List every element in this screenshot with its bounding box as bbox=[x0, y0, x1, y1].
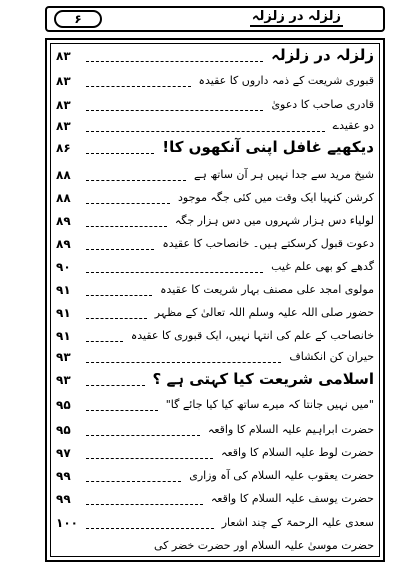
toc-entry-title: دو عقیدے bbox=[332, 119, 374, 132]
toc-leader-dots bbox=[86, 180, 186, 181]
toc-leader-dots bbox=[86, 131, 325, 132]
toc-entry bbox=[56, 280, 374, 300]
page-number: ۶ bbox=[54, 10, 102, 28]
toc-leader-dots bbox=[86, 110, 263, 111]
toc-leader-dots bbox=[86, 203, 170, 204]
toc-entry bbox=[56, 326, 374, 346]
toc-leader-dots bbox=[86, 226, 167, 227]
toc-entry bbox=[56, 513, 374, 533]
toc-entry-title: کرشن کنہیا ایک وقت میں کئی جگہ موجود bbox=[178, 191, 374, 204]
toc-entry-page: ۸۳ bbox=[56, 98, 71, 112]
toc-entry-title: حضرت لوط علیہ السلام کا واقعہ bbox=[221, 446, 374, 459]
toc-leader-dots bbox=[86, 528, 214, 529]
toc-entry bbox=[56, 347, 374, 367]
toc-entry bbox=[56, 116, 374, 136]
toc-leader-dots bbox=[86, 318, 147, 319]
toc-entry-title: حضور صلی اللہ علیہ وسلم اللہ تعالیٰ کے مظہر bbox=[154, 306, 374, 319]
toc-leader-dots bbox=[86, 385, 145, 386]
toc-entry-title: حضرت یوسف علیہ السلام کا واقعہ bbox=[210, 492, 374, 505]
toc-entry-title: دعوت قبول کرسکتے ہیں۔ خانصاحب کا عقیدہ bbox=[162, 237, 374, 250]
toc-entry bbox=[56, 257, 374, 277]
toc-entry-title: خانصاحب کے علم کی انتہا نہیں، ایک قبوری کا عقیدہ bbox=[130, 329, 374, 342]
toc-entry-title: اسلامی شریعت کیا کہتی ہے ؟ bbox=[152, 370, 374, 388]
toc-entry bbox=[56, 536, 374, 556]
toc-entry-page: ۸۸ bbox=[56, 168, 71, 182]
toc-entry-title: قادری صاحب کا دعویٰ bbox=[271, 98, 374, 111]
toc-entry-title: گدھے کو بھی علم غیب bbox=[271, 260, 374, 273]
toc-entry-page: ۹۹ bbox=[56, 469, 71, 483]
toc-leader-dots bbox=[86, 410, 158, 411]
toc-leader-dots bbox=[86, 481, 181, 482]
toc-leader-dots bbox=[86, 295, 152, 296]
toc-entry-page: ۹۱ bbox=[56, 329, 71, 343]
toc-leader-dots bbox=[86, 61, 263, 62]
toc-entry bbox=[56, 395, 374, 415]
toc-entry bbox=[56, 234, 374, 254]
toc-leader-dots bbox=[86, 458, 213, 459]
toc-entry-page: ۸۸ bbox=[56, 191, 71, 205]
toc-leader-dots bbox=[86, 362, 281, 363]
running-head: زلزلہ در زلزلہ bbox=[250, 8, 343, 27]
toc-entry bbox=[56, 71, 374, 91]
toc-entry-title: زلزلہ در زلزلہ bbox=[271, 46, 374, 64]
toc-section-heading bbox=[56, 46, 374, 66]
toc-entry bbox=[56, 211, 374, 231]
toc-entry bbox=[56, 188, 374, 208]
toc-entry-page: ۹۷ bbox=[56, 446, 71, 460]
toc-entry-page: ۹۳ bbox=[56, 350, 71, 364]
toc-entry-page: ۱۰۰ bbox=[56, 516, 78, 530]
toc-entry-page: ۸۹ bbox=[56, 214, 71, 228]
toc-leader-dots bbox=[86, 153, 154, 154]
toc-entry bbox=[56, 443, 374, 463]
toc-section-heading bbox=[56, 138, 374, 158]
toc-entry-page: ۹۹ bbox=[56, 492, 71, 506]
toc-entry-page: ۹۵ bbox=[56, 398, 71, 412]
toc-entry-page: ۸۳ bbox=[56, 49, 71, 63]
toc-entry-title: شیخ مرید سے جدا نہیں ہر آن ساتھ ہے bbox=[193, 168, 374, 181]
toc-leader-dots bbox=[86, 86, 191, 87]
toc-entry-title: حیران کن انکشاف bbox=[289, 350, 374, 363]
toc-entry-page: ۹۵ bbox=[56, 423, 71, 437]
toc-entry-title: حضرت ابراہیم علیہ السلام کا واقعہ bbox=[207, 423, 374, 436]
toc-entry-page: ۹۱ bbox=[56, 283, 71, 297]
toc-entry-title: حضرت یعقوب علیہ السلام کی آہ وزاری bbox=[189, 469, 374, 482]
toc-entry-title: دیکھیے غافل اپنی آنکھوں کا! bbox=[162, 138, 374, 156]
toc-entry-page: ۹۰ bbox=[56, 260, 71, 274]
toc-leader-dots bbox=[86, 341, 123, 342]
toc-entry bbox=[56, 165, 374, 185]
toc-leader-dots bbox=[86, 272, 263, 273]
toc-entry bbox=[56, 489, 374, 509]
toc-entry-title: لولیاء دس ہزار شہروں میں دس ہزار جگہ bbox=[174, 214, 374, 227]
toc-entry-title: حضرت موسیٰ علیہ السلام اور حضرت خضر کی bbox=[153, 539, 374, 552]
toc-leader-dots bbox=[86, 435, 200, 436]
toc-entry bbox=[56, 466, 374, 486]
toc-entry bbox=[56, 420, 374, 440]
toc-entry-title: سعدی علیہ الرحمۃ کے چند اشعار bbox=[221, 516, 374, 529]
toc-entry-page: ۸۳ bbox=[56, 74, 71, 88]
toc-entry bbox=[56, 95, 374, 115]
toc-entry-page: ۹۱ bbox=[56, 306, 71, 320]
toc-entry bbox=[56, 303, 374, 323]
toc-leader-dots bbox=[86, 504, 203, 505]
toc-entry-page: ۸۶ bbox=[56, 141, 71, 155]
toc-entry-title: مولوی امجد علی مصنف بہار شریعت کا عقیدہ bbox=[160, 283, 374, 296]
toc-entry-page: ۸۹ bbox=[56, 237, 71, 251]
toc-section-heading bbox=[56, 370, 374, 390]
toc-entry-title: قبوری شریعت کے ذمہ داروں کا عقیدہ bbox=[198, 74, 374, 87]
toc-entry-title: "میں نہیں جانتا کہ میرے ساتھ کیا کیا جائے گا" bbox=[165, 398, 374, 411]
toc-entry-page: ۸۳ bbox=[56, 119, 71, 133]
toc-entry-page: ۹۳ bbox=[56, 373, 71, 387]
toc-leader-dots bbox=[86, 249, 154, 250]
